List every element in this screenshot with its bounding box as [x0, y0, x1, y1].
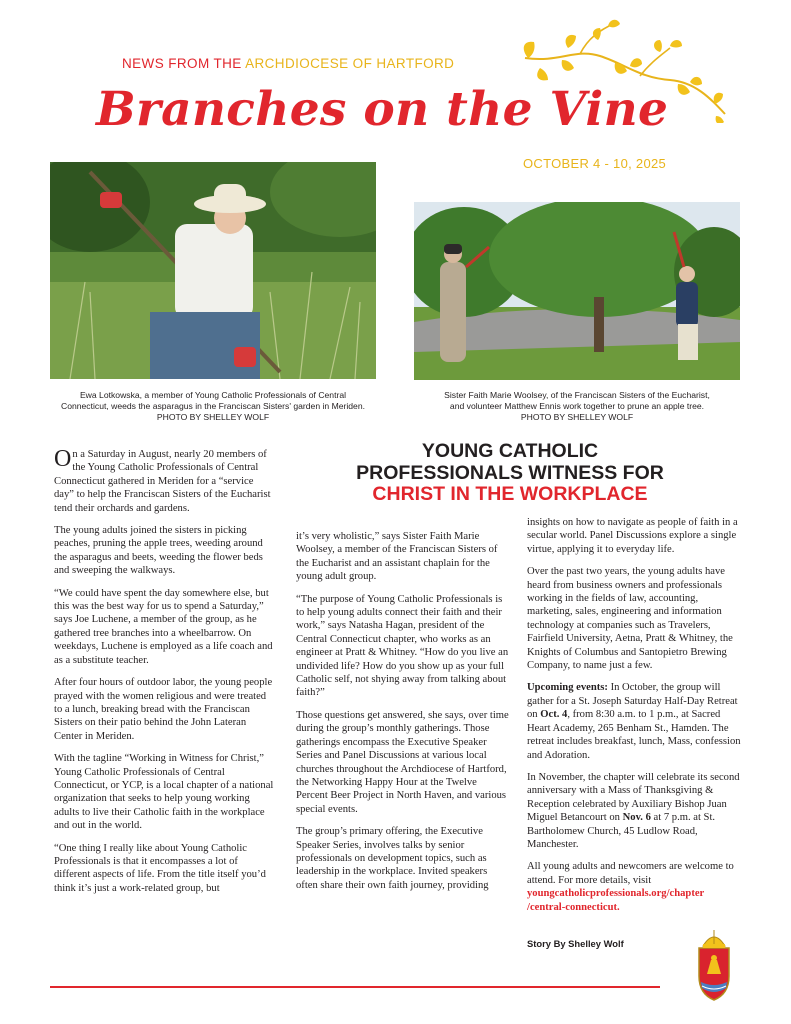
link-period: .: [617, 901, 620, 913]
photo-credit: PHOTO BY SHELLEY WOLF: [156, 412, 270, 422]
event-date: Oct. 4: [540, 709, 568, 721]
article-column-3: [527, 516, 745, 923]
paragraph: it’s very wholistic,” says Sister Faith Marie Woolsey, a member of the Franciscan Sisters of the Eucharist and an assistant chaplain for the young adult group.: [296, 531, 498, 583]
paragraph: [54, 448, 276, 515]
paragraph: Those questions get answered, she says, over time during the group’s monthly gatherings. Those gatherings encompass the Executive Speaker Series and Panel Discussions at various local churches throughout the Archdiocese of Hartford, the Networking Happy Hour at the Twelve Percent Beer Project in North Haven, and various special events.: [296, 709, 509, 815]
drop-cap: O: [54, 446, 72, 472]
headline-line: YOUNG CATHOLIC: [421, 440, 599, 462]
article-headline: [310, 441, 710, 506]
caption-line: Connecticut, weeds the asparagus in the Franciscan Sisters' garden in Meriden.: [60, 401, 366, 411]
paragraph: With the tagline “Working in Witness for Christ,” Young Catholic Professionals of Central Connecticut, or YCP, is a local chapter of a national organization that seeks to help young working adults to live their Catholic faith in the workplace and out in the world.: [54, 753, 274, 832]
paragraph: “The purpose of Young Catholic Professionals is to help young adults connect their faith and their work,” says Natasha Hagan, president of the Central Connecticut chapter, who works as an engineer at Pratt & Whitney. “How do you live an undivided life? How do you show up as your full Catholic self, not shying away from talking about faith?”: [296, 593, 509, 699]
chapter-link[interactable]: youngcatholicprofessionals.org/chapter: [527, 888, 705, 900]
headline-line: PROFESSIONALS WITNESS FOR: [356, 461, 664, 484]
paragraph: “One thing I really like about Young Catholic Professionals is that it encompasses a lot of different aspects of life. From the title itself you’d think it’s just a work-related group, but: [54, 842, 266, 894]
issue-dates: OCTOBER 4 - 10, 2025: [523, 156, 667, 171]
kicker-text: NEWS FROM THE: [122, 56, 246, 71]
paragraph-text: All young adults and newcomers are welcome to attend. For more details, visit: [527, 861, 734, 886]
archdiocese-crest-icon: [689, 926, 739, 1002]
chapter-link-cont[interactable]: /central-connecticut: [527, 901, 618, 913]
footer-rule: [50, 986, 660, 988]
paragraph: [527, 771, 745, 851]
paragraph: The young adults joined the sisters in picking peaches, pruning the apple trees, weeding around the asparagus and beets, weeding the flower beds and sweeping the walkways.: [54, 525, 263, 577]
photo-caption-2: [404, 390, 750, 423]
masthead-title: Branches on the Vine: [96, 82, 669, 137]
article-column-1: [54, 448, 276, 904]
paragraph-text: In November, the chapter will celebrate its second anniversary with a Mass of Thanksgiving & Reception celebrated by Auxiliary Bishop Juan Miguel Betancourt on: [527, 771, 740, 824]
paragraph-text: n a Saturday in August, nearly 20 members of the Young Catholic Professionals of Central Connecticut gathered in Meriden for a “service day” to help the Franciscan Sisters of the Eucharist tend their orchards and gardens.: [54, 449, 271, 514]
caption-line: and volunteer Matthew Ennis work together to prune an apple tree.: [449, 401, 705, 411]
story-byline: Story By Shelley Wolf: [527, 938, 624, 949]
photo-caption-1: [40, 390, 386, 423]
headline-line-highlight: CHRIST IN THE WORKPLACE: [372, 483, 648, 505]
event-date: Nov. 6: [622, 812, 651, 824]
caption-line: Sister Faith Marie Woolsey, of the Franciscan Sisters of the Eucharist,: [444, 390, 710, 400]
kicker-highlight: ARCHDIOCESE OF HARTFORD: [245, 56, 455, 71]
caption-line: Ewa Lotkowska, a member of Young Catholic Professionals of Central: [79, 390, 347, 400]
photo-apple-tree-pruning: [414, 202, 740, 380]
paragraph: After four hours of outdoor labor, the young people prayed with the women religious and were treated to a lunch, breaking bread with the Franciscan Sisters on their patio behind the John Lateran Center in Meriden.: [54, 677, 273, 742]
photo-garden-weeding: [50, 162, 376, 379]
paragraph-text: In October, the group will gather for a St. Joseph Saturday Half-Day Retreat on: [527, 682, 738, 721]
paragraph: Over the past two years, the young adults have heard from business owners and professionals working in the fields of law, accounting, marketing, sales, engineering and information technology at companies such as Travelers, Fairfield University, Aetna, Pratt & Whitney, the Knights of Columbus and Santopietro Brewing Company, to name just a few.: [527, 566, 733, 672]
paragraph-text: at 7 p.m. at St. Bartholomew Church, 45 Ludlow Road, Manchester.: [527, 812, 716, 850]
upcoming-events-paragraph: [527, 681, 745, 761]
paragraph-text: , from 8:30 a.m. to 1 p.m., at Sacred Heart Academy, 265 Benham St., Hamden. The retreat includes breakfast, lunch, Mass, confession and Adoration.: [527, 709, 741, 761]
paragraph: “We could have spent the day somewhere else, but this was the best way for us to spend a Saturday,” says Joe Luchene, a member of the group, as he gathered tree branches into a wheelbarrow. On weekdays, Luchene is employed as a life coach and as a substitute teacher.: [54, 587, 273, 666]
paragraph: insights on how to navigate as people of faith in a secular world. Panel Discussions explore a single virtue, applying it to everyday life.: [527, 517, 738, 555]
paragraph: The group’s primary offering, the Executive Speaker Series, involves talks by senior professionals on development topics, such as leadership in the workplace. Invited speakers often share their own faith journey, providing: [296, 826, 489, 891]
photo-credit: PHOTO BY SHELLEY WOLF: [520, 412, 634, 422]
paragraph: [527, 860, 745, 914]
upcoming-events-label: Upcoming events:: [527, 682, 608, 694]
article-column-2: [296, 530, 511, 901]
section-kicker: [122, 56, 454, 71]
